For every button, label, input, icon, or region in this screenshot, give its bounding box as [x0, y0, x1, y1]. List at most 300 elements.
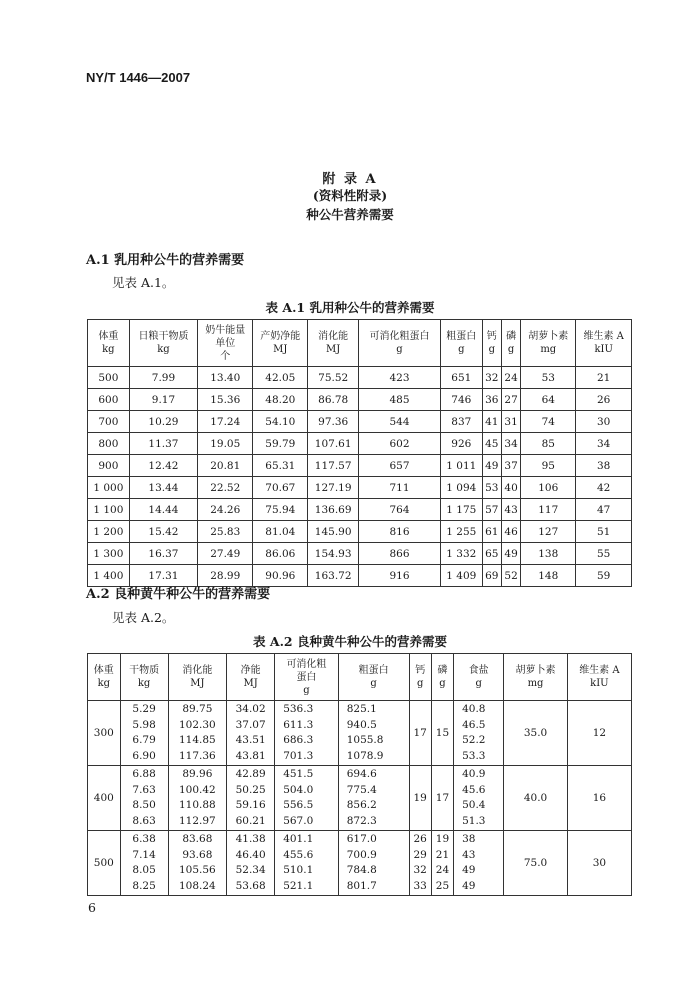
table-cell: 1 011	[440, 455, 482, 477]
table-cell: 10.29	[129, 411, 197, 433]
cell-line: 110.88	[178, 799, 216, 811]
table-cell: 816	[359, 521, 441, 543]
table-cell: 26	[576, 389, 632, 411]
table-cell: 9.17	[129, 389, 197, 411]
cell-line: 940.5	[346, 718, 377, 731]
column-header	[88, 320, 130, 367]
table-cell: 127	[521, 521, 576, 543]
table-cell	[168, 701, 226, 766]
cell-line: g	[303, 684, 310, 696]
table-cell: 837	[440, 411, 482, 433]
cell-line: 52.34	[235, 864, 266, 876]
table-cell: 53	[482, 477, 501, 499]
cell-line: mg	[540, 344, 557, 355]
table-cell: 7.99	[129, 367, 197, 389]
cell-line: 451.5	[283, 768, 314, 780]
cell-line: kIU	[590, 678, 609, 689]
table-cell	[120, 831, 168, 896]
table-cell: 59.79	[253, 433, 308, 455]
cell-line: 114.85	[178, 734, 216, 746]
table-a1-body	[88, 367, 632, 587]
cell-line: 8.63	[132, 814, 156, 827]
table-cell: 49	[501, 543, 520, 565]
table-cell	[120, 701, 168, 766]
table-cell: 106	[521, 477, 576, 499]
cell-line: g	[370, 678, 377, 689]
cell-line: 49	[462, 879, 476, 892]
cell-line: 产奶净能	[260, 331, 301, 342]
cell-line: MJ	[190, 678, 205, 689]
table-cell: 138	[521, 543, 576, 565]
cell-line: 401.1	[283, 833, 314, 845]
table-cell: 500	[88, 367, 130, 389]
table-cell: 40.0	[504, 766, 568, 831]
table-cell: 40	[501, 477, 520, 499]
table-cell: 1 094	[440, 477, 482, 499]
table-cell: 81.04	[253, 521, 308, 543]
table-a1	[87, 319, 632, 587]
section-a2-title: A.2 良种黄牛种公牛的营养需要	[86, 587, 271, 602]
cell-line: 粗蛋白	[446, 331, 477, 342]
cell-line: 108.24	[178, 879, 216, 892]
cell-line: 40.8	[462, 703, 486, 715]
table-row	[88, 455, 632, 477]
column-header	[88, 654, 121, 701]
cell-line: 52.2	[462, 734, 486, 746]
appendix-title: 附 录 A	[322, 172, 378, 187]
table-cell: 300	[88, 701, 121, 766]
table-cell: 49	[482, 455, 501, 477]
cell-line: kg	[102, 344, 115, 355]
cell-line: 42.89	[235, 768, 266, 780]
cell-line: 700.9	[346, 848, 377, 861]
cell-line: 694.6	[346, 768, 377, 780]
table-cell: 711	[359, 477, 441, 499]
table-row	[88, 367, 632, 389]
cell-line: 45.6	[462, 783, 486, 796]
table-cell: 85	[521, 433, 576, 455]
cell-line: 117.36	[178, 749, 216, 762]
table-cell: 25.83	[198, 521, 253, 543]
cell-line: 蛋白	[296, 671, 317, 683]
table-cell	[431, 766, 453, 831]
cell-line: 胡萝卜素	[515, 665, 556, 676]
table-cell: 600	[88, 389, 130, 411]
cell-line: 37.07	[235, 718, 266, 731]
cell-line: g	[416, 678, 424, 689]
table-cell: 28.99	[198, 565, 253, 587]
cell-line: 43.51	[235, 734, 266, 746]
table-row	[88, 389, 632, 411]
cell-line: 50.25	[235, 783, 266, 796]
table-cell: 90.96	[253, 565, 308, 587]
table-cell: 64	[521, 389, 576, 411]
table-cell	[168, 766, 226, 831]
table-row	[88, 701, 632, 766]
cell-line: 单位	[215, 337, 236, 349]
cell-line: 8.05	[132, 864, 156, 876]
column-header	[168, 654, 226, 701]
table-cell: 37	[501, 455, 520, 477]
cell-line: 可消化粗	[286, 658, 327, 670]
table-cell: 1 300	[88, 543, 130, 565]
table-a2-header	[88, 654, 632, 701]
cell-line: 5.98	[132, 718, 156, 731]
table-cell	[227, 766, 275, 831]
cell-line: 消化能	[182, 665, 213, 676]
table-cell: 24.26	[198, 499, 253, 521]
cell-line: 32	[413, 864, 427, 876]
cell-line: 钙	[415, 665, 426, 676]
section-a1-reference: 见表 A.1。	[112, 275, 175, 290]
cell-line: g	[488, 344, 495, 355]
table-cell	[454, 831, 504, 896]
table-a2	[87, 653, 632, 896]
table-cell: 65.31	[253, 455, 308, 477]
cell-line: 83.68	[182, 833, 213, 845]
cell-line: 46.40	[235, 848, 266, 861]
column-header	[198, 320, 253, 367]
table-cell: 20.81	[198, 455, 253, 477]
cell-line: 磷	[506, 331, 517, 342]
cell-line: 41.38	[235, 833, 266, 845]
table-cell: 42.05	[253, 367, 308, 389]
column-header	[521, 320, 576, 367]
table-cell	[409, 766, 431, 831]
table-cell: 1 400	[88, 565, 130, 587]
table-cell: 926	[440, 433, 482, 455]
table-cell: 148	[521, 565, 576, 587]
table-cell: 1 175	[440, 499, 482, 521]
table-cell: 16	[567, 766, 631, 831]
table-cell: 70.67	[253, 477, 308, 499]
table-cell: 21	[576, 367, 632, 389]
cell-line: 43.81	[235, 749, 266, 762]
cell-line: 粗蛋白	[358, 665, 389, 676]
cell-line: 6.88	[132, 768, 156, 780]
cell-line: 食盐	[468, 665, 489, 676]
cell-line: MJ	[326, 344, 341, 355]
cell-line: 49	[462, 864, 476, 876]
table-row	[88, 521, 632, 543]
cell-line: 胡萝卜素	[528, 331, 569, 342]
column-header	[409, 654, 431, 701]
table-cell: 22.52	[198, 477, 253, 499]
column-header	[482, 320, 501, 367]
table-row	[88, 543, 632, 565]
table-cell: 42	[576, 477, 632, 499]
table-cell: 27.49	[198, 543, 253, 565]
table-cell: 400	[88, 766, 121, 831]
cell-line: 钙	[486, 331, 497, 342]
column-header	[431, 654, 453, 701]
table-cell: 97.36	[308, 411, 359, 433]
cell-line: 536.3	[283, 703, 314, 715]
cell-line: 磷	[437, 665, 448, 676]
cell-line: 15	[435, 727, 450, 739]
table-cell	[409, 831, 431, 896]
cell-line: 5.29	[132, 703, 156, 715]
table-cell: 75.0	[504, 831, 568, 896]
cell-line: kg	[157, 344, 170, 355]
table-cell: 764	[359, 499, 441, 521]
cell-line: 40.9	[462, 768, 486, 780]
table-cell	[454, 701, 504, 766]
table-cell: 59	[576, 565, 632, 587]
table-row	[88, 766, 632, 831]
cell-line: 53.3	[462, 749, 486, 762]
table-cell: 95	[521, 455, 576, 477]
table-cell: 657	[359, 455, 441, 477]
table-row	[88, 831, 632, 896]
appendix-subtitle: (资料性附录)	[312, 188, 388, 203]
table-cell	[168, 831, 226, 896]
table-cell: 916	[359, 565, 441, 587]
cell-line: 体重	[98, 331, 119, 342]
column-header	[440, 320, 482, 367]
cell-line: 510.1	[283, 864, 314, 876]
column-header	[454, 654, 504, 701]
column-header	[504, 654, 568, 701]
cell-line: 33	[413, 879, 427, 892]
cell-line: 8.25	[132, 879, 156, 892]
cell-line: 日粮干物质	[138, 331, 189, 342]
cell-line: 6.90	[132, 749, 156, 762]
cell-line: 611.3	[283, 718, 314, 731]
cell-line: 38	[462, 833, 476, 845]
column-header	[129, 320, 197, 367]
cell-line: 维生素 A	[583, 331, 624, 342]
table-cell	[120, 766, 168, 831]
cell-line: 6.79	[132, 734, 156, 746]
cell-line: 17	[435, 792, 450, 804]
column-header	[308, 320, 359, 367]
table-a2-caption: 表 A.2 良种黄牛种公牛的营养需要	[253, 634, 447, 649]
table-cell: 65	[482, 543, 501, 565]
table-cell: 34	[501, 433, 520, 455]
section-a1-title: A.1 乳用种公牛的营养需要	[86, 253, 245, 268]
table-cell: 30	[576, 411, 632, 433]
cell-line: 奶牛能量	[205, 324, 246, 336]
cell-line: 59.16	[235, 799, 266, 811]
cell-line: 100.42	[178, 783, 216, 796]
column-header	[275, 654, 339, 701]
cell-line: 19	[435, 833, 450, 845]
table-row	[88, 477, 632, 499]
table-cell: 12.42	[129, 455, 197, 477]
table-cell: 36	[482, 389, 501, 411]
table-cell: 12	[567, 701, 631, 766]
table-cell: 74	[521, 411, 576, 433]
cell-line: 消化能	[318, 331, 349, 342]
table-cell: 27	[501, 389, 520, 411]
column-header	[576, 320, 632, 367]
table-cell: 1 000	[88, 477, 130, 499]
table-cell: 145.90	[308, 521, 359, 543]
cell-line: 46.5	[462, 718, 486, 731]
table-cell: 17.24	[198, 411, 253, 433]
cell-line: g	[396, 344, 403, 355]
table-cell: 17.31	[129, 565, 197, 587]
appendix-name: 种公牛营养需要	[306, 207, 394, 222]
table-cell: 69	[482, 565, 501, 587]
column-header	[227, 654, 275, 701]
table-cell: 544	[359, 411, 441, 433]
cell-line: g	[458, 344, 465, 355]
table-a2-body	[88, 701, 632, 896]
table-cell: 46	[501, 521, 520, 543]
table-cell: 34	[576, 433, 632, 455]
cell-line: 个	[220, 350, 231, 362]
table-cell: 13.44	[129, 477, 197, 499]
cell-line: mg	[527, 678, 544, 689]
column-header	[338, 654, 409, 701]
table-cell	[338, 831, 409, 896]
cell-line: 7.14	[132, 848, 156, 861]
table-cell: 154.93	[308, 543, 359, 565]
cell-line: 112.97	[178, 814, 216, 827]
cell-line: 8.50	[132, 799, 156, 811]
cell-line: 825.1	[346, 703, 377, 715]
table-cell: 54.10	[253, 411, 308, 433]
table-cell	[227, 831, 275, 896]
cell-line: 51.3	[462, 814, 486, 827]
table-cell: 32	[482, 367, 501, 389]
table-cell: 1 332	[440, 543, 482, 565]
table-a1-caption: 表 A.1 乳用种公牛的营养需要	[265, 300, 435, 315]
table-cell: 485	[359, 389, 441, 411]
column-header	[359, 320, 441, 367]
table-cell	[454, 766, 504, 831]
cell-line: 105.56	[178, 864, 216, 876]
cell-line: 60.21	[235, 814, 266, 827]
cell-line: 856.2	[346, 799, 377, 811]
cell-line: kg	[137, 678, 151, 689]
cell-line: 29	[413, 848, 427, 861]
table-cell: 75.94	[253, 499, 308, 521]
cell-line: g	[507, 344, 515, 355]
table-cell: 48.20	[253, 389, 308, 411]
cell-line: kg	[97, 678, 111, 689]
cell-line: 775.4	[346, 783, 377, 796]
table-cell: 16.37	[129, 543, 197, 565]
table-cell	[409, 701, 431, 766]
cell-line: g	[475, 678, 482, 689]
table-cell: 423	[359, 367, 441, 389]
cell-line: 净能	[240, 665, 261, 676]
table-cell: 52	[501, 565, 520, 587]
table-cell: 651	[440, 367, 482, 389]
table-cell: 75.52	[308, 367, 359, 389]
cell-line: 686.3	[283, 734, 314, 746]
table-cell: 38	[576, 455, 632, 477]
table-cell: 31	[501, 411, 520, 433]
table-cell: 866	[359, 543, 441, 565]
cell-line: 21	[435, 848, 450, 861]
column-header	[253, 320, 308, 367]
table-cell: 43	[501, 499, 520, 521]
table-cell: 1 409	[440, 565, 482, 587]
table-cell: 24	[501, 367, 520, 389]
cell-line: kIU	[594, 344, 613, 355]
cell-line: MJ	[243, 678, 258, 689]
table-cell: 1 200	[88, 521, 130, 543]
cell-line: 701.3	[283, 749, 314, 762]
table-cell: 19.05	[198, 433, 253, 455]
table-cell	[338, 766, 409, 831]
cell-line: 556.5	[283, 799, 314, 811]
column-header	[120, 654, 168, 701]
cell-line: 26	[413, 833, 427, 845]
table-cell: 500	[88, 831, 121, 896]
cell-line: 干物质	[129, 665, 160, 676]
cell-line: 24	[435, 864, 450, 876]
cell-line: 43	[462, 848, 476, 861]
cell-line: g	[439, 678, 446, 689]
table-cell: 41	[482, 411, 501, 433]
table-cell: 55	[576, 543, 632, 565]
cell-line: 784.8	[346, 864, 377, 876]
table-cell	[431, 701, 453, 766]
table-cell: 127.19	[308, 477, 359, 499]
cell-line: 25	[435, 879, 450, 892]
table-cell	[431, 831, 453, 896]
cell-line: 89.75	[182, 703, 213, 715]
table-cell: 53	[521, 367, 576, 389]
table-cell	[227, 701, 275, 766]
cell-line: 7.63	[132, 783, 156, 796]
table-cell: 163.72	[308, 565, 359, 587]
column-header	[501, 320, 520, 367]
table-cell: 35.0	[504, 701, 568, 766]
table-cell: 800	[88, 433, 130, 455]
table-cell: 47	[576, 499, 632, 521]
cell-line: 34.02	[235, 703, 266, 715]
cell-line: 可消化粗蛋白	[369, 331, 430, 342]
table-cell: 15.42	[129, 521, 197, 543]
cell-line: 801.7	[346, 879, 377, 892]
cell-line: 1078.9	[346, 749, 384, 762]
cell-line: 体重	[93, 665, 114, 676]
cell-line: 维生素 A	[579, 665, 620, 676]
cell-line: 53.68	[235, 879, 266, 892]
column-header	[567, 654, 631, 701]
table-a1-header	[88, 320, 632, 367]
table-row	[88, 411, 632, 433]
table-cell: 746	[440, 389, 482, 411]
table-cell: 117.57	[308, 455, 359, 477]
cell-line: 521.1	[283, 879, 314, 892]
table-cell: 13.40	[198, 367, 253, 389]
cell-line: 872.3	[346, 814, 377, 827]
table-cell: 61	[482, 521, 501, 543]
table-cell: 11.37	[129, 433, 197, 455]
table-cell: 700	[88, 411, 130, 433]
cell-line: MJ	[273, 344, 288, 355]
table-cell	[275, 701, 339, 766]
table-cell: 57	[482, 499, 501, 521]
table-cell: 136.69	[308, 499, 359, 521]
table-cell: 15.36	[198, 389, 253, 411]
cell-line: 567.0	[283, 814, 314, 827]
cell-line: 6.38	[132, 833, 156, 845]
table-cell: 51	[576, 521, 632, 543]
table-cell: 602	[359, 433, 441, 455]
table-cell: 107.61	[308, 433, 359, 455]
table-cell: 14.44	[129, 499, 197, 521]
cell-line: 19	[413, 792, 427, 804]
table-cell: 900	[88, 455, 130, 477]
